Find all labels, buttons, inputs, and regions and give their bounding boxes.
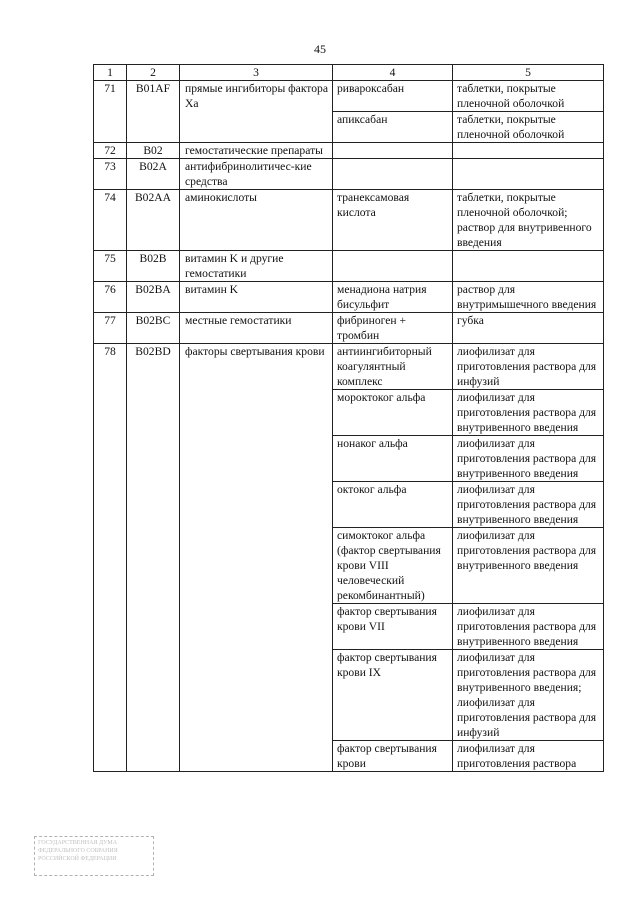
drug-name-cell <box>333 251 453 282</box>
atc-group-cell: гемостатические препараты <box>180 143 333 159</box>
table-row <box>94 143 604 159</box>
dosage-form-cell <box>453 251 604 282</box>
dosage-form-cell: лиофилизат для приготовления раствора для внутривенного введения <box>453 528 604 604</box>
row-number-cell: 78 <box>94 344 127 772</box>
drug-name-cell: транексамовая кислота <box>333 190 453 251</box>
atc-group-cell: факторы свертывания крови <box>180 344 333 772</box>
table-row <box>94 282 604 313</box>
dosage-form-cell <box>453 143 604 159</box>
column-header: 3 <box>180 65 333 81</box>
row-number-cell: 76 <box>94 282 127 313</box>
atc-code-cell: B02BA <box>127 282 180 313</box>
drug-name-cell: фибриноген + тромбин <box>333 313 453 344</box>
drug-name-cell: ривароксабан <box>333 81 453 112</box>
dosage-form-cell: раствор для внутримышечного введения <box>453 282 604 313</box>
column-header: 5 <box>453 65 604 81</box>
table-row <box>94 81 604 112</box>
row-number-cell: 77 <box>94 313 127 344</box>
drug-name-cell <box>333 143 453 159</box>
table-row <box>94 313 604 344</box>
drug-name-cell: фактор свертывания крови IX <box>333 650 453 741</box>
dosage-form-cell: лиофилизат для приготовления раствора для инфузий <box>453 344 604 390</box>
column-header: 1 <box>94 65 127 81</box>
drug-name-cell: апиксабан <box>333 112 453 143</box>
atc-group-cell: местные гемостатики <box>180 313 333 344</box>
atc-group-cell: витамин K <box>180 282 333 313</box>
atc-code-cell: B02BD <box>127 344 180 772</box>
table-row <box>94 190 604 251</box>
table-row <box>94 159 604 190</box>
drug-name-cell: нонаког альфа <box>333 436 453 482</box>
row-number-cell: 73 <box>94 159 127 190</box>
registration-stamp: ГОСУДАРСТВЕННАЯ ДУМА ФЕДЕРАЛЬНОГО СОБРАНИЯ РОССИЙСКОЙ ФЕДЕРАЦИИ <box>34 836 154 876</box>
drug-name-cell: симоктоког альфа (фактор свертывания крови VIII человеческий рекомбинантный) <box>333 528 453 604</box>
drug-name-cell: фактор свертывания крови VII <box>333 604 453 650</box>
drug-list-table <box>93 64 604 772</box>
table-row <box>94 344 604 390</box>
drug-name-cell: менадиона натрия бисульфит <box>333 282 453 313</box>
row-number-cell: 71 <box>94 81 127 143</box>
row-number-cell: 75 <box>94 251 127 282</box>
atc-code-cell: B02A <box>127 159 180 190</box>
drug-name-cell: фактор свертывания крови <box>333 741 453 772</box>
atc-code-cell: B02 <box>127 143 180 159</box>
dosage-form-cell: таблетки, покрытые пленочной оболочкой <box>453 81 604 112</box>
row-number-cell: 72 <box>94 143 127 159</box>
table-body <box>94 81 604 772</box>
column-header: 4 <box>333 65 453 81</box>
dosage-form-cell: лиофилизат для приготовления раствора для внутривенного введения; лиофилизат для приготовления раствора для инфузий <box>453 650 604 741</box>
dosage-form-cell: лиофилизат для приготовления раствора для внутривенного введения <box>453 390 604 436</box>
table-row <box>94 251 604 282</box>
dosage-form-cell: лиофилизат для приготовления раствора для внутривенного введения <box>453 604 604 650</box>
page-number: 45 <box>314 42 326 56</box>
atc-group-cell: антифибринолитичес-кие средства <box>180 159 333 190</box>
atc-code-cell: B01AF <box>127 81 180 143</box>
atc-group-cell: прямые ингибиторы фактора Xa <box>180 81 333 143</box>
dosage-form-cell: губка <box>453 313 604 344</box>
dosage-form-cell: лиофилизат для приготовления раствора для внутривенного введения <box>453 436 604 482</box>
column-header: 2 <box>127 65 180 81</box>
atc-group-cell: витамин K и другие гемостатики <box>180 251 333 282</box>
atc-code-cell: B02AA <box>127 190 180 251</box>
drug-name-cell: октоког альфа <box>333 482 453 528</box>
drug-name-cell: антиингибиторный коагулянтный комплекс <box>333 344 453 390</box>
atc-code-cell: B02B <box>127 251 180 282</box>
dosage-form-cell: таблетки, покрытые пленочной оболочкой <box>453 112 604 143</box>
row-number-cell: 74 <box>94 190 127 251</box>
atc-code-cell: B02BC <box>127 313 180 344</box>
atc-group-cell: аминокислоты <box>180 190 333 251</box>
dosage-form-cell: лиофилизат для приготовления раствора для внутривенного введения <box>453 482 604 528</box>
dosage-form-cell: таблетки, покрытые пленочной оболочкой; раствор для внутривенного введения <box>453 190 604 251</box>
dosage-form-cell: лиофилизат для приготовления раствора <box>453 741 604 772</box>
drug-name-cell: мороктоког альфа <box>333 390 453 436</box>
dosage-form-cell <box>453 159 604 190</box>
drug-name-cell <box>333 159 453 190</box>
header-row <box>94 65 604 81</box>
